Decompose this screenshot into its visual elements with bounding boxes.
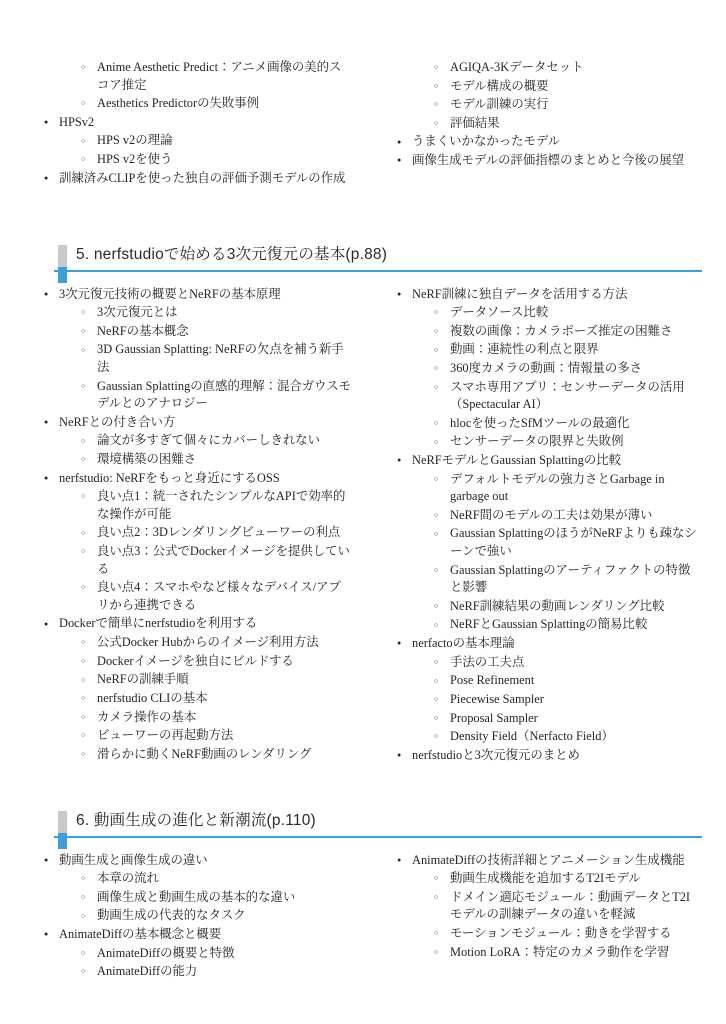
outline-item-label: AnimateDiffの技術詳細とアニメーション生成機能 bbox=[412, 852, 685, 867]
outline-item-label: データソース比較 bbox=[450, 305, 549, 320]
outline-item-label: うまくいかなかったモデル bbox=[412, 134, 561, 149]
outline-item bbox=[411, 852, 702, 870]
outline-item bbox=[449, 115, 702, 133]
outline-item-label: Gaussian Splattingの直感的理解：混合ガウスモデルとのアナロジー bbox=[97, 378, 351, 411]
outline-item-label: ビューワーの再起動方法 bbox=[97, 728, 234, 743]
outline-item bbox=[449, 379, 702, 414]
outline-item bbox=[96, 907, 351, 925]
outline-item bbox=[96, 432, 351, 450]
outline-item bbox=[449, 889, 702, 924]
bullet-circle-icon bbox=[81, 890, 85, 904]
outline-list bbox=[377, 59, 702, 170]
outline-item bbox=[449, 598, 702, 616]
heading-accent-gray bbox=[58, 811, 67, 833]
outline-item-label: 論文が多すぎて個々にカバーしきれない bbox=[97, 433, 321, 448]
bullet-circle-icon bbox=[81, 60, 85, 74]
outline-item-label: 評価結果 bbox=[450, 115, 500, 130]
bullet-circle-icon bbox=[434, 674, 438, 688]
outline-item bbox=[96, 488, 351, 523]
section-5-right-column bbox=[363, 286, 702, 766]
bullet-disc-icon bbox=[44, 853, 48, 867]
bullet-circle-icon bbox=[434, 563, 438, 577]
outline-item bbox=[58, 926, 351, 944]
bullet-circle-icon bbox=[81, 152, 85, 166]
outline-item bbox=[449, 654, 702, 672]
bullet-circle-icon bbox=[81, 691, 85, 705]
outline-list bbox=[24, 852, 351, 981]
bullet-circle-icon bbox=[434, 508, 438, 522]
outline-item-label: NeRFとGaussian Splattingの簡易比較 bbox=[450, 617, 648, 632]
bullet-circle-icon bbox=[434, 527, 438, 541]
outline-item bbox=[96, 727, 351, 745]
bullet-circle-icon bbox=[434, 324, 438, 338]
outline-item bbox=[96, 889, 351, 907]
outline-item-label: Density Field（Nerfacto Field） bbox=[450, 729, 614, 744]
outline-item-label: センサーデータの限界と失敗例 bbox=[450, 434, 624, 449]
outline-item-label: NeRF訓練結果の動画レンダリング比較 bbox=[450, 598, 665, 613]
outline-item bbox=[96, 671, 351, 689]
bullet-circle-icon bbox=[434, 618, 438, 632]
outline-item-label: 良い点2：3Dレンダリングビューワーの利点 bbox=[97, 525, 341, 540]
outline-item-label: 3次元復元技術の概要とNeRFの基本原理 bbox=[59, 286, 281, 301]
outline-item-label: 本章の流れ bbox=[97, 871, 159, 886]
outline-item bbox=[96, 746, 351, 764]
bullet-circle-icon bbox=[81, 654, 85, 668]
outline-item-label: 複数の画像：カメラポーズ推定の困難さ bbox=[450, 323, 673, 338]
outline-item bbox=[449, 870, 702, 888]
bullet-disc-icon bbox=[44, 471, 48, 485]
heading-accent-gray bbox=[58, 245, 67, 267]
bullet-disc-icon bbox=[44, 415, 48, 429]
outline-item bbox=[449, 341, 702, 359]
outline-item-label: モーションモジュール：動きを学習する bbox=[450, 926, 672, 941]
outline-item bbox=[96, 341, 351, 376]
bullet-circle-icon bbox=[81, 728, 85, 742]
outline-item-label: ドメイン適応モジュール：動画データとT2Iモデルの訓練データの違いを軽減 bbox=[450, 889, 691, 922]
bullet-circle-icon bbox=[81, 343, 85, 357]
bullet-circle-icon bbox=[434, 655, 438, 669]
outline-item bbox=[411, 635, 702, 653]
outline-item bbox=[449, 471, 702, 506]
outline-item bbox=[449, 691, 702, 709]
outline-sublist bbox=[58, 488, 351, 614]
outline-item-label: 良い点4：スマホやなど様々なデバイス/アプリから連携できる bbox=[97, 580, 341, 612]
outline-item bbox=[96, 378, 351, 413]
outline-item bbox=[58, 470, 351, 488]
bullet-circle-icon bbox=[81, 452, 85, 466]
bullet-disc-icon bbox=[397, 748, 401, 762]
bullet-disc-icon bbox=[44, 617, 48, 631]
outline-item-label: モデル訓練の実行 bbox=[450, 97, 549, 112]
outline-item-label: NeRFの訓練手順 bbox=[97, 672, 189, 687]
outline-sublist bbox=[58, 634, 351, 763]
outline-item-label: 3D Gaussian Splatting: NeRFの欠点を補う新手法 bbox=[97, 342, 344, 374]
outline-list bbox=[24, 286, 351, 764]
outline-item bbox=[449, 562, 702, 597]
outline-item bbox=[96, 95, 351, 113]
section-6 bbox=[24, 809, 702, 982]
outline-sublist bbox=[58, 432, 351, 468]
outline-item bbox=[96, 524, 351, 542]
bullet-circle-icon bbox=[434, 435, 438, 449]
outline-item-label: 3次元復元とは bbox=[97, 305, 178, 320]
outline-sublist bbox=[411, 654, 702, 746]
outline-sublist bbox=[58, 304, 351, 413]
outline-item bbox=[449, 360, 702, 378]
bullet-circle-icon bbox=[81, 96, 85, 110]
bullet-circle-icon bbox=[81, 747, 85, 761]
outline-item bbox=[449, 710, 702, 728]
outline-item-label: Anime Aesthetic Predict：アニメ画像の美的スコア推定 bbox=[97, 60, 342, 92]
outline-item-label: NeRFの基本概念 bbox=[97, 323, 189, 338]
bullet-circle-icon bbox=[434, 692, 438, 706]
bullet-circle-icon bbox=[81, 324, 85, 338]
outline-item-label: 360度カメラの動画：情報量の多さ bbox=[450, 360, 643, 375]
outline-item-label: 手法の工夫点 bbox=[450, 654, 525, 669]
section-6-body bbox=[24, 852, 702, 982]
bullet-circle-icon bbox=[434, 945, 438, 959]
outline-item bbox=[58, 114, 351, 132]
outline-item bbox=[96, 451, 351, 469]
section-5-heading bbox=[54, 243, 702, 271]
bullet-circle-icon bbox=[434, 871, 438, 885]
section-5-left-column bbox=[24, 286, 363, 766]
bullet-circle-icon bbox=[434, 380, 438, 394]
outline-item bbox=[96, 653, 351, 671]
bullet-circle-icon bbox=[81, 871, 85, 885]
outline-item-label: 動画生成と画像生成の違い bbox=[59, 852, 208, 867]
outline-item bbox=[449, 525, 702, 560]
outline-item-label: AGIQA-3Kデータセット bbox=[450, 60, 584, 74]
bullet-circle-icon bbox=[434, 711, 438, 725]
bullet-circle-icon bbox=[81, 909, 85, 923]
outline-item bbox=[449, 728, 702, 746]
outline-item bbox=[449, 672, 702, 690]
outline-item bbox=[96, 323, 351, 341]
bullet-disc-icon bbox=[44, 115, 48, 129]
bullet-circle-icon bbox=[434, 361, 438, 375]
outline-item bbox=[411, 747, 702, 765]
outline-item-label: Gaussian Splattingのアーティファクトの特徴と影響 bbox=[450, 562, 691, 595]
bullet-disc-icon bbox=[397, 135, 401, 149]
outline-item-label: Aesthetics Predictorの失敗事例 bbox=[97, 96, 260, 111]
outline-item-label: スマホ専用アプリ：センサーデータの活用（Spectacular AI） bbox=[450, 379, 685, 412]
outline-item-label: NeRF間のモデルの工夫は効果が薄い bbox=[450, 507, 653, 522]
outline-item-label: デフォルトモデルの強力さとGarbage in garbage out bbox=[450, 471, 665, 504]
bullet-circle-icon bbox=[81, 526, 85, 540]
outline-item bbox=[449, 323, 702, 341]
bullet-circle-icon bbox=[434, 79, 438, 93]
outline-item-label: NeRFとの付き合い方 bbox=[59, 414, 176, 429]
outline-sublist bbox=[58, 59, 351, 113]
outline-item-label: HPS v2を使う bbox=[97, 152, 173, 167]
outline-item bbox=[449, 59, 702, 77]
outline-item-label: 動画：連続性の利点と限界 bbox=[450, 342, 599, 357]
outline-item-label: nerfactoの基本理論 bbox=[412, 636, 515, 651]
outline-item bbox=[96, 870, 351, 888]
bullet-disc-icon bbox=[397, 853, 401, 867]
outline-item-label: 良い点1：統一されたシンプルなAPIで効率的な操作が可能 bbox=[97, 489, 346, 521]
outline-item-label: Dockerイメージを独自にビルドする bbox=[97, 653, 294, 668]
bullet-circle-icon bbox=[434, 472, 438, 486]
outline-item bbox=[96, 59, 351, 94]
outline-item-label: Dockerで簡単にnerfstudioを利用する bbox=[59, 616, 258, 631]
outline-item-label: AnimateDiffの能力 bbox=[97, 964, 198, 979]
outline-sublist bbox=[411, 471, 702, 634]
outline-item bbox=[449, 96, 702, 114]
outline-item-label: 訓練済みCLIPを使った独自の評価予測モデルの作成 bbox=[59, 170, 346, 185]
bullet-circle-icon bbox=[434, 890, 438, 904]
bullet-disc-icon bbox=[397, 453, 401, 467]
outline-item bbox=[449, 415, 702, 433]
section-6-heading bbox=[54, 809, 702, 837]
outline-item bbox=[58, 170, 351, 188]
outline-item-label: nerfstudio CLIの基本 bbox=[97, 690, 208, 705]
outline-item-label: HPSv2 bbox=[59, 114, 95, 129]
outline-item bbox=[96, 945, 351, 963]
outline-item-label: カメラ操作の基本 bbox=[97, 709, 197, 724]
top-block-right-column bbox=[363, 59, 702, 188]
outline-item bbox=[449, 616, 702, 634]
outline-item-label: 環境構築の困難さ bbox=[97, 452, 197, 466]
outline-item bbox=[58, 615, 351, 633]
outline-item-label: 公式Docker Hubからのイメージ利用方法 bbox=[97, 635, 319, 650]
outline-item bbox=[96, 709, 351, 727]
bullet-disc-icon bbox=[397, 287, 401, 301]
outline-item bbox=[449, 944, 702, 962]
outline-item-label: Motion LoRA：特定のカメラ動作を学習 bbox=[450, 944, 670, 959]
section-heading-text: 6. 動画生成の進化と新潮流(p.110) bbox=[76, 812, 316, 830]
bullet-circle-icon bbox=[434, 305, 438, 319]
top-block-left-column bbox=[24, 59, 363, 188]
bullet-circle-icon bbox=[81, 580, 85, 594]
bullet-circle-icon bbox=[434, 116, 438, 130]
outline-item-label: モデル構成の概要 bbox=[450, 78, 549, 93]
outline-item bbox=[96, 634, 351, 652]
outline-sublist bbox=[58, 945, 351, 981]
outline-item-label: HPS v2の理論 bbox=[97, 133, 173, 148]
outline-item-label: 動画生成機能を追加するT2Iモデル bbox=[450, 871, 641, 886]
bullet-circle-icon bbox=[81, 544, 85, 558]
heading-accent-blue bbox=[58, 267, 67, 283]
outline-sublist bbox=[411, 59, 702, 132]
outline-item bbox=[96, 579, 351, 614]
outline-item-label: AnimateDiffの基本概念と概要 bbox=[59, 927, 222, 942]
outline-list bbox=[377, 852, 702, 962]
bullet-circle-icon bbox=[434, 343, 438, 357]
outline-list bbox=[377, 286, 702, 765]
bullet-circle-icon bbox=[434, 97, 438, 111]
bullet-circle-icon bbox=[434, 729, 438, 743]
outline-item-label: nerfstudioと3次元復元のまとめ bbox=[412, 747, 580, 762]
bullet-circle-icon bbox=[81, 673, 85, 687]
outline-item-label: 画像生成モデルの評価指標のまとめと今後の展望 bbox=[412, 153, 684, 168]
bullet-circle-icon bbox=[434, 60, 438, 74]
outline-sublist bbox=[58, 870, 351, 925]
section-6-left-column bbox=[24, 852, 363, 982]
outline-item bbox=[96, 543, 351, 578]
outline-item bbox=[96, 151, 351, 169]
outline-item bbox=[58, 414, 351, 432]
section-5-body bbox=[24, 286, 702, 766]
outline-item-label: NeRF訓練に独自データを活用する方法 bbox=[412, 286, 628, 301]
outline-sublist bbox=[58, 132, 351, 168]
outline-item bbox=[411, 152, 702, 170]
section-heading-text: 5. nerfstudioで始める3次元復元の基本(p.88) bbox=[76, 246, 388, 264]
outline-item bbox=[96, 963, 351, 981]
bullet-disc-icon bbox=[44, 927, 48, 941]
outline-item bbox=[449, 433, 702, 451]
outline-item bbox=[96, 304, 351, 322]
outline-item bbox=[411, 133, 702, 151]
outline-item bbox=[96, 132, 351, 150]
outline-item-label: nerfstudio: NeRFをもっと身近にするOSS bbox=[59, 470, 280, 485]
outline-item-label: NeRFモデルとGaussian Splattingの比較 bbox=[412, 453, 621, 467]
bullet-circle-icon bbox=[81, 305, 85, 319]
bullet-circle-icon bbox=[81, 434, 85, 448]
bullet-circle-icon bbox=[81, 489, 85, 503]
bullet-circle-icon bbox=[81, 379, 85, 393]
heading-accent-blue bbox=[58, 833, 67, 849]
bullet-circle-icon bbox=[434, 926, 438, 940]
outline-item bbox=[449, 304, 702, 322]
section-6-right-column bbox=[363, 852, 702, 982]
outline-item-label: 画像生成と動画生成の基本的な違い bbox=[97, 889, 296, 904]
outline-item bbox=[58, 852, 351, 870]
top-continuation-block bbox=[24, 59, 702, 188]
bullet-disc-icon bbox=[44, 171, 48, 185]
bullet-circle-icon bbox=[81, 946, 85, 960]
outline-item-label: 滑らかに動くNeRF動画のレンダリング bbox=[97, 746, 312, 761]
outline-item-label: AnimateDiffの概要と特徴 bbox=[97, 945, 235, 960]
bullet-circle-icon bbox=[434, 599, 438, 613]
bullet-circle-icon bbox=[81, 134, 85, 148]
outline-item-label: 良い点3：公式でDockerイメージを提供している bbox=[97, 544, 350, 576]
outline-item bbox=[449, 507, 702, 525]
bullet-disc-icon bbox=[397, 153, 401, 167]
bullet-circle-icon bbox=[81, 964, 85, 978]
outline-item-label: Proposal Sampler bbox=[450, 710, 538, 725]
outline-item-label: 動画生成の代表的なタスク bbox=[97, 908, 246, 923]
outline-item-label: Pose Refinement bbox=[450, 673, 535, 688]
outline-item-label: Gaussian SplattingのほうがNeRFよりも疎なシーンで強い bbox=[450, 526, 697, 559]
outline-item bbox=[449, 78, 702, 96]
bullet-disc-icon bbox=[44, 287, 48, 301]
bullet-circle-icon bbox=[434, 416, 438, 430]
outline-item bbox=[96, 690, 351, 708]
outline-item-label: hlocを使ったSfMツールの最適化 bbox=[450, 415, 630, 430]
bullet-circle-icon bbox=[81, 710, 85, 724]
outline-item-label: Piecewise Sampler bbox=[450, 691, 544, 706]
outline-item bbox=[449, 925, 702, 943]
bullet-disc-icon bbox=[397, 636, 401, 650]
outline-item bbox=[411, 286, 702, 304]
outline-item bbox=[411, 452, 702, 470]
outline-sublist bbox=[411, 304, 702, 451]
outline-list bbox=[24, 59, 351, 187]
outline-sublist bbox=[411, 870, 702, 961]
bullet-circle-icon bbox=[81, 635, 85, 649]
section-5 bbox=[24, 243, 702, 765]
outline-item bbox=[58, 286, 351, 304]
